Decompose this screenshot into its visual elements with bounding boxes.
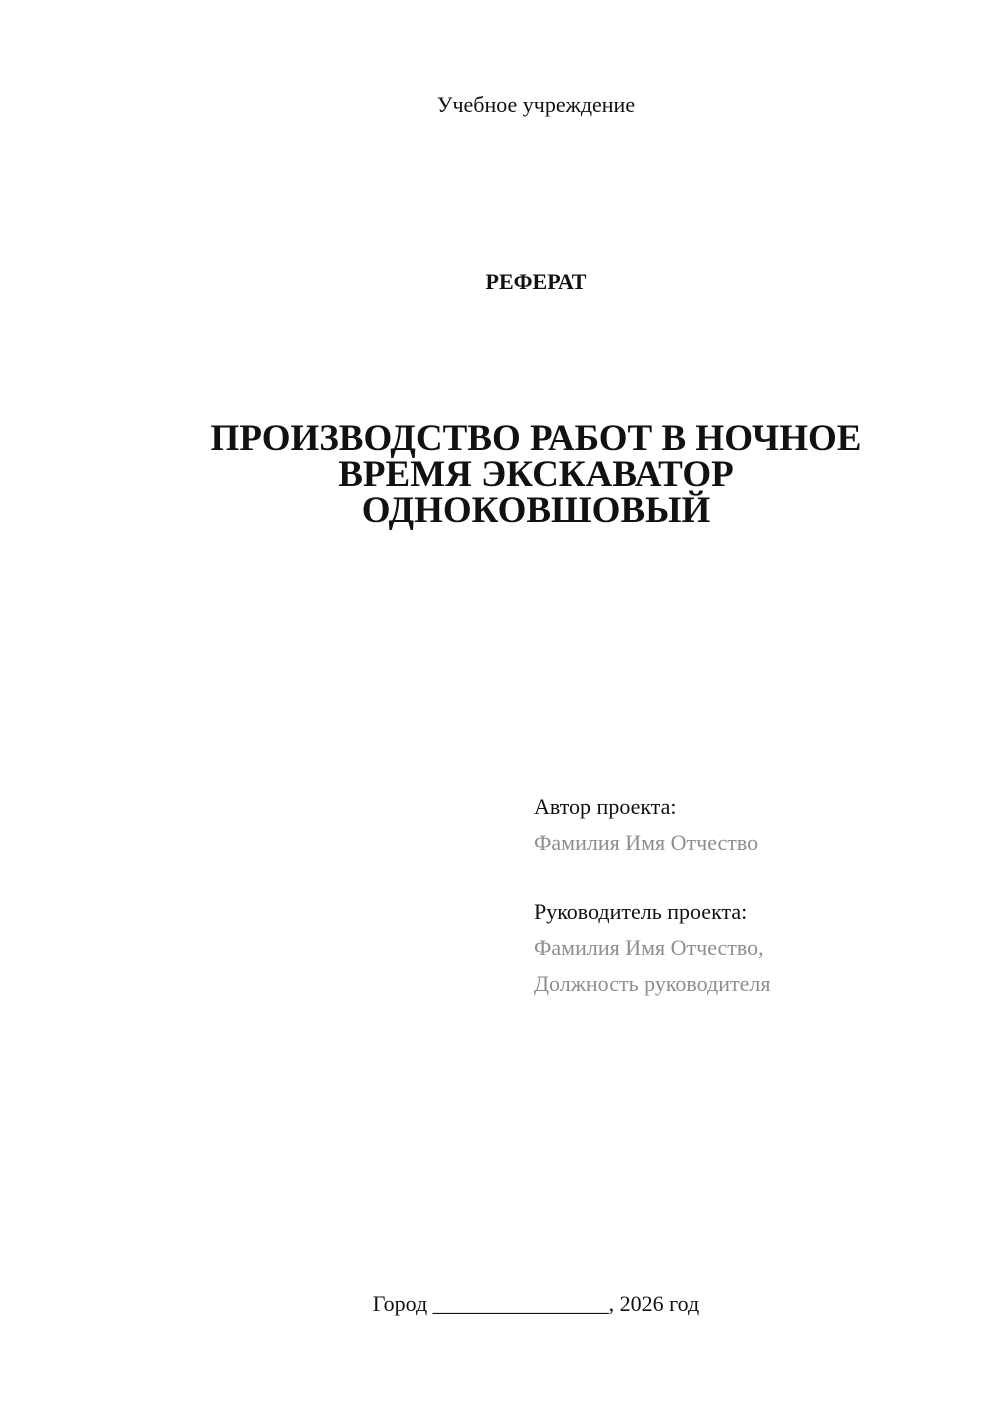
city-year-line: Город ________________, 2026 год bbox=[372, 1291, 700, 1316]
document-title bbox=[150, 418, 922, 531]
institution-name: Учебное учреждение bbox=[436, 92, 636, 117]
title-line-3: ОДНОКОВШОВЫЙ bbox=[361, 490, 711, 531]
title-line-2: ВРЕМЯ ЭКСКАВАТОР bbox=[338, 454, 734, 495]
author-block bbox=[534, 789, 974, 1002]
supervisor-label: Руководитель проекта: bbox=[534, 899, 748, 924]
author-name: Фамилия Имя Отчество bbox=[534, 830, 759, 855]
supervisor-name: Фамилия Имя Отчество, bbox=[534, 935, 764, 960]
supervisor-position: Должность руководителя bbox=[534, 971, 771, 996]
document-type: РЕФЕРАТ bbox=[485, 269, 587, 294]
title-line-1: ПРОИЗВОДСТВО РАБОТ В НОЧНОЕ bbox=[210, 418, 862, 459]
spacer bbox=[534, 861, 974, 894]
author-label: Автор проекта: bbox=[534, 794, 677, 819]
